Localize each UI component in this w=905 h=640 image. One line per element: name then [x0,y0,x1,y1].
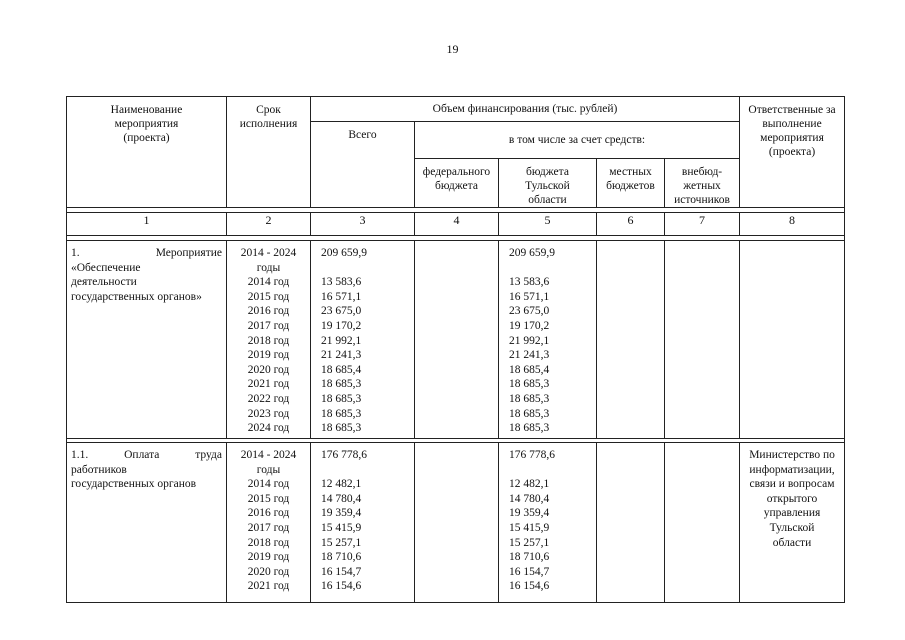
responsible-line: Тульской [769,521,815,534]
term-line: 2015 год [247,492,290,505]
header-responsible-line: Ответственные за [748,104,836,116]
total-value: 18 710,6 [321,551,362,564]
total-cell [311,443,415,603]
responsible-line: Министерство по [749,449,835,461]
column-number: 5 [499,213,597,236]
total-value [321,463,414,478]
local-cell [597,241,665,439]
regional-value: 18 685,3 [509,422,550,435]
total-cell [311,241,415,439]
measure-name-word: 1.1. [71,449,89,461]
header-including: в том числе за счет средств: [415,122,740,159]
measure-name-line: деятельности [71,276,137,289]
regional-value: 13 583,6 [509,276,550,289]
header-funding: Объем финансирования (тыс. рублей) [311,97,740,122]
term-line: 2019 год [247,551,290,564]
term-line: 2017 год [247,521,290,534]
regional-value: 19 170,2 [509,319,550,332]
term-line: 2018 год [247,536,290,549]
term-line: годы [256,463,281,476]
measure-name-line: «Обеспечение [71,261,141,274]
term-cell [227,241,311,439]
term-line: 2021 год [247,378,290,391]
local-cell [597,443,665,603]
regional-value: 23 675,0 [509,305,550,318]
regional-cell [499,241,597,439]
header-local-line: бюджетов [606,180,655,192]
term-line: 2016 год [247,507,290,520]
term-line: 2014 - 2024 [240,449,297,461]
header-offbudget-line: внебюд- [681,166,723,178]
total-value: 21 992,1 [321,334,362,347]
total-value [321,261,414,276]
responsible-line: информатизации, [749,463,835,476]
measure-name-cell [67,443,227,603]
term-line: 2019 год [247,349,290,362]
column-numbers-row [67,213,845,236]
header-local-line: местных [609,166,652,178]
total-value: 18 685,3 [321,422,362,435]
header-responsible-line: мероприятия [760,132,824,144]
regional-value: 21 241,3 [509,349,550,362]
header-offbudget [665,159,740,208]
regional-value: 209 659,9 [509,247,555,259]
header-term [227,97,311,208]
measure-name-line: работников [71,463,127,476]
header-regional-line: Тульской [525,180,570,192]
total-value: 16 154,6 [321,580,362,593]
regional-value: 18 685,3 [509,378,550,391]
total-value: 14 780,4 [321,492,362,505]
column-number: 3 [311,213,415,236]
header-name-line: мероприятия [114,118,179,130]
regional-value: 18 710,6 [509,551,550,564]
column-number: 1 [67,213,227,236]
header-total: Всего [311,122,415,208]
regional-value: 19 359,4 [509,507,550,520]
term-line: 2014 год [247,276,290,289]
header-federal [415,159,499,208]
total-value: 18 685,4 [321,363,362,376]
term-line: 2015 год [247,290,290,303]
financing-table [66,96,845,603]
column-number: 2 [227,213,311,236]
regional-value: 18 685,3 [509,407,550,420]
term-line: 2017 год [247,319,290,332]
regional-value: 176 778,6 [509,449,555,461]
header-regional [499,159,597,208]
responsible-line: области [772,536,812,549]
total-value: 18 685,3 [321,392,362,405]
total-value: 16 571,1 [321,290,362,303]
federal-cell [415,443,499,603]
term-line: 2018 год [247,334,290,347]
regional-value: 15 415,9 [509,521,550,534]
term-cell [227,443,311,603]
header-responsible [740,97,845,208]
total-value: 176 778,6 [321,449,367,461]
header-name [67,97,227,208]
responsible-line: открытого [766,492,818,505]
header-name-line: (проекта) [123,132,170,144]
column-number: 6 [597,213,665,236]
page-number: 19 [446,42,459,56]
header-offbudget-line: источников [674,194,730,206]
total-value: 18 685,3 [321,407,362,420]
header-regional-line: области [528,194,567,206]
term-line: 2022 год [247,392,290,405]
table-row [67,241,845,439]
header-federal-line: федерального [422,166,491,178]
term-line: 2020 год [247,565,290,578]
regional-value: 18 685,3 [509,392,550,405]
regional-value: 16 154,6 [509,580,550,593]
measure-name-line [71,246,222,261]
total-value: 19 170,2 [321,319,362,332]
term-line: 2016 год [247,305,290,318]
measure-name-word: труда [195,449,222,461]
header-federal-line: бюджета [435,180,478,192]
total-value: 19 359,4 [321,507,362,520]
total-value: 15 415,9 [321,521,362,534]
regional-cell [499,443,597,603]
measure-name-line [71,448,222,463]
header-responsible-line: (проекта) [768,146,816,158]
header-term-line: Срок [256,104,281,116]
header-offbudget-line: жетных [683,180,721,192]
offbudget-cell [665,241,740,439]
term-line: 2021 год [247,580,290,593]
header-term-line: исполнения [239,118,298,130]
federal-cell [415,241,499,439]
measure-name-word: Оплата [124,449,160,461]
regional-value: 21 992,1 [509,334,550,347]
header-regional-line: бюджета [526,166,569,178]
header-responsible-line: выполнение [762,118,822,130]
measure-name-line: государственных органов [71,478,197,491]
total-value: 12 482,1 [321,478,362,491]
measure-name-line: государственных органов» [71,290,202,303]
term-line: 2020 год [247,363,290,376]
column-number: 4 [415,213,499,236]
term-line: 2023 год [247,407,290,420]
measure-name-word: Мероприятие [155,247,222,259]
regional-value [509,463,596,478]
total-value: 18 685,3 [321,378,362,391]
regional-value: 15 257,1 [509,536,550,549]
regional-value [509,261,596,276]
responsible-line: связи и вопросам [749,478,835,491]
column-number: 7 [665,213,740,236]
header-local [597,159,665,208]
term-line: 2024 год [247,422,290,435]
regional-value: 14 780,4 [509,492,550,505]
column-number: 8 [740,213,845,236]
term-line: годы [256,261,281,274]
responsible-line: управления [763,507,821,520]
responsible-cell [740,241,845,439]
measure-name-cell [67,241,227,439]
regional-value: 12 482,1 [509,478,550,491]
total-value: 16 154,7 [321,565,362,578]
table-row [67,443,845,603]
total-value: 209 659,9 [321,247,367,259]
total-value: 23 675,0 [321,305,362,318]
header-name-line: Наименование [110,104,183,116]
term-line: 2014 - 2024 [240,247,297,259]
regional-value: 18 685,4 [509,363,550,376]
total-value: 21 241,3 [321,349,362,362]
responsible-cell [740,443,845,603]
offbudget-cell [665,443,740,603]
total-value: 13 583,6 [321,276,362,289]
total-value: 15 257,1 [321,536,362,549]
regional-value: 16 571,1 [509,290,550,303]
measure-name-word: 1. [71,247,80,259]
term-line: 2014 год [247,478,290,491]
regional-value: 16 154,7 [509,565,550,578]
